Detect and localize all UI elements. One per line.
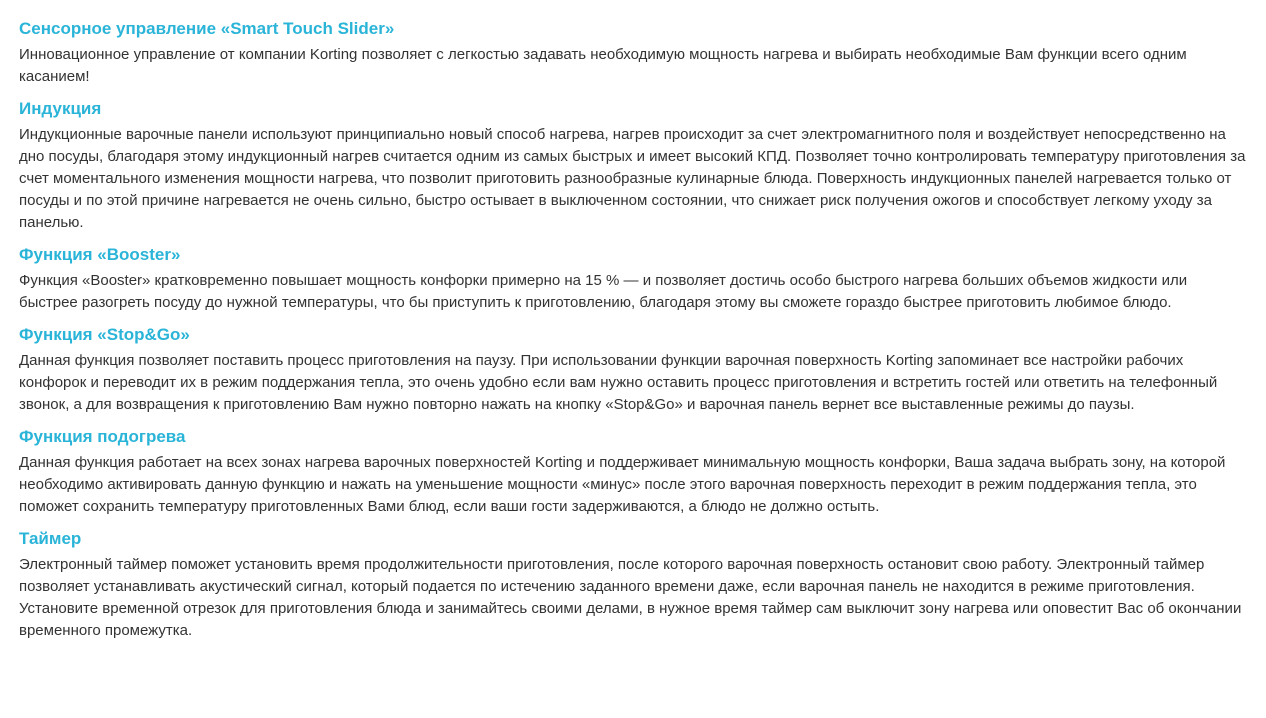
feature-stop-and-go [19,324,1248,416]
section-text: Электронный таймер поможет установить время продолжительности приготовления, после которого варочная поверхность остановит свою работу. Электронный таймер позволяет устанавливать акустический сигнал, который подается по истечению заданного времени даже, если варочная панель не находится в режиме приготовления. Установите временной отрезок для приготовления блюда и занимайтесь своими делами, в нужное время таймер сам выключит зону нагрева или оповестит Вас об окончании временного промежутка. [19,556,1242,639]
feature-induction [19,98,1248,234]
feature-smart-touch-slider [19,18,1248,88]
feature-warming [19,426,1248,518]
section-text: Функция «Booster» кратковременно повышает мощность конфорки примерно на 15 % — и позволяет достичь особо быстрого нагрева больших объемов жидкости или быстрее разогреть посуду до нужной температуры, что бы приступить к приготовлению, благодаря этому вы сможете гораздо быстрее приготовить любимое блюдо. [19,272,1188,311]
section-title: Функция «Stop&Go» [19,325,190,344]
section-title: Функция «Booster» [19,245,181,264]
section-text: Индукционные варочные панели используют принципиально новый способ нагрева, нагрев происходит за счет электромагнитного поля и воздействует непосредственно на дно посуды, благодаря этому индукционный нагрев считается одним из самых быстрых и имеет высокий КПД. Позволяет точно контролировать температуру приготовления за счет моментального изменения мощности нагрева, что позволит приготовить разнообразные кулинарные блюда. Поверхность индукционных панелей нагревается только от посуды и по этой причине нагревается не очень сильно, быстро остывает в выключенном состоянии, что снижает риск получения ожогов и способствует легкому уходу за панелью. [19,126,1246,231]
feature-timer [19,528,1248,642]
section-title: Таймер [19,529,82,548]
section-text: Данная функция работает на всех зонах нагрева варочных поверхностей Korting и поддерживает минимальную мощность конфорки, Ваша задача выбрать зону, на которой необходимо активировать данную функцию и нажать на уменьшение мощности «минус» после этого варочная поверхность переходит в режим поддержания тепла, это поможет сохранить температуру приготовленных Вами блюд, если ваши гости задерживаются, а блюдо не должно остыть. [19,454,1226,515]
section-title: Функция подогрева [19,427,186,446]
feature-booster [19,244,1248,314]
section-title: Индукция [19,99,102,118]
section-text: Данная функция позволяет поставить процесс приготовления на паузу. При использовании функции варочная поверхность Korting запоминает все настройки рабочих конфорок и переводит их в режим поддержания тепла, это очень удобно если вам нужно оставить процесс приготовления и встретить гостей или ответить на телефонный звонок, а для возвращения к приготовлению Вам нужно повторно нажать на кнопку «Stop&Go» и варочная панель вернет все выставленные режимы до паузы. [19,352,1218,413]
section-text: Инновационное управление от компании Korting позволяет с легкостью задавать необходимую мощность нагрева и выбирать необходимые Вам функции всего одним касанием! [19,46,1187,85]
section-title: Сенсорное управление «Smart Touch Slider» [19,19,395,38]
